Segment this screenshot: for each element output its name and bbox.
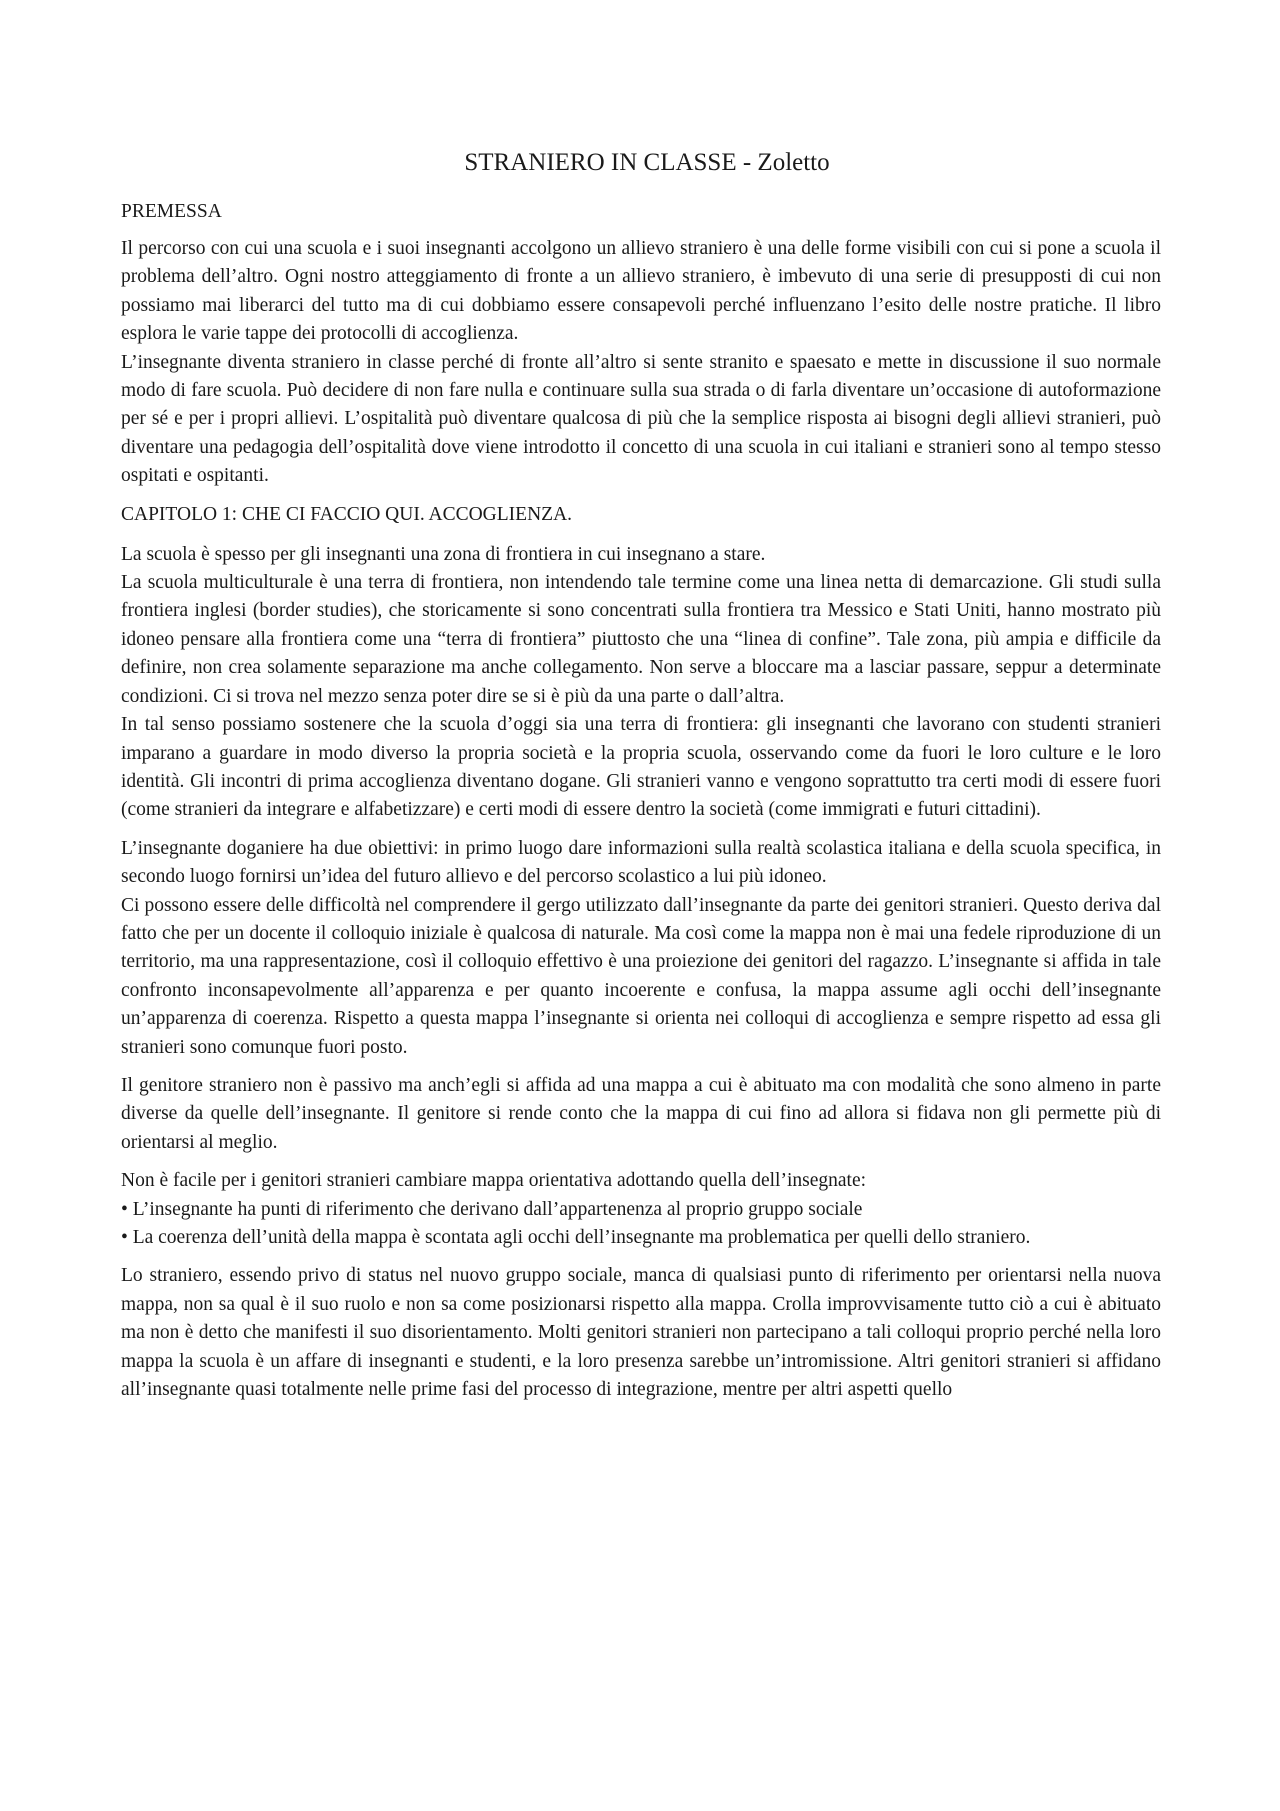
paragraph: Lo straniero, essendo privo di status nel nuovo gruppo sociale, manca di qualsiasi punto di riferimento per orientarsi nella nuova mappa, non sa qual è il suo ruolo e non sa come posizionarsi rispetto alla mappa. Crolla improvvisamente tutto ciò a cui è abituato ma non è detto che manifesti il suo disorientamento. Molti genitori stranieri non partecipano a tali colloqui proprio perché nella loro mappa la scuola è un affare di insegnanti e studenti, e la loro presenza sarebbe un’intromissione. Altri genitori stranieri si affidano all’insegnante quasi totalmente nelle prime fasi del processo di integrazione, mentre per altri aspetti quello — [121, 1265, 1161, 1401]
document-title: STRANIERO IN CLASSE - Zoletto — [464, 149, 830, 176]
section-heading-chapter-1: CAPITOLO 1: CHE CI FACCIO QUI. ACCOGLIENZA. — [121, 503, 573, 525]
document-page — [121, 148, 1161, 1404]
paragraph: In tal senso possiamo sostenere che la scuola d’oggi sia una terra di frontiera: gli insegnanti che lavorano con studenti stranieri imparano a guardare in modo diverso la propria società e la propria scuola, osservando come da fuori le loro culture e le loro identità. Gli incontri di prima accoglienza diventano dogane. Gli stranieri vanno e vengono soprattutto tra certi modi di essere fuori (come stranieri da integrare e alfabetizzare) e certi modi di essere dentro la società (come immigrati e futuri cittadini). — [121, 714, 1161, 821]
paragraph: Ci possono essere delle difficoltà nel comprendere il gergo utilizzato dall’insegnante da parte dei genitori stranieri. Questo deriva dal fatto che per un docente il colloquio iniziale è qualcosa di naturale. Ma così come la mappa non è mai una fedele riproduzione di un territorio, ma una rappresentazione, così il colloquio effettivo è una proiezione dei genitori del ragazzo. L’insegnante si affida in tale confronto inconsapevolmente all’apparenza e per quanto incoerente e confusa, la mappa assume agli occhi dell’insegnante un’apparenza di coerenza. Rispetto a questa mappa l’insegnante si orienta nei colloqui di accoglienza e sempre rispetto ad essa gli stranieri sono comunque fuori posto. — [121, 894, 1161, 1058]
bullet-item: • La coerenza dell’unità della mappa è scontata agli occhi dell’insegnante ma problematica per quelli dello straniero. — [121, 1227, 1031, 1248]
paragraph: Non è facile per i genitori stranieri cambiare mappa orientativa adottando quella dell’insegnate: — [121, 1170, 867, 1192]
paragraph: La scuola multiculturale è una terra di frontiera, non intendendo tale termine come una linea netta di demarcazione. Gli studi sulla frontiera inglesi (border studies), che storicamente si sono concentrati sulla frontiera tra Messico e Stati Uniti, hanno mostrato più idoneo pensare alla frontiera come una “terra di frontiera” piuttosto che una “linea di confine”. Tale zona, più ampia e difficile da definire, non crea solamente separazione ma anche collegamento. Non serve a bloccare ma a lasciar passare, seppur a determinate condizioni. Ci si trova nel mezzo senza poter dire se si è più da una parte o dall’altra. — [121, 572, 1161, 707]
section-heading-premessa: PREMESSA — [121, 201, 222, 222]
paragraph: L’insegnante diventa straniero in classe perché di fronte all’altro si sente stranito e spaesato e mette in discussione il suo normale modo di fare scuola. Può decidere di non fare nulla e continuare sulla sua strada o di farla diventare un’occasione di autoformazione per sé e per i propri allievi. L’ospitalità può diventare qualcosa di più che la semplice risposta ai bisogni degli allievi stranieri, può diventare una pedagogia dell’ospitalità dove viene introdotto il concetto di una scuola in cui italiani e stranieri sono al tempo stesso ospitati e ospitanti. — [121, 351, 1161, 487]
paragraph: Il genitore straniero non è passivo ma anch’egli si affida ad una mappa a cui è abituato ma con modalità che sono almeno in parte diverse da quelle dell’insegnante. Il genitore si rende conto che la mappa di cui fino ad allora si fidava non gli permette più di orientarsi al meglio. — [121, 1074, 1161, 1153]
paragraph: L’insegnante doganiere ha due obiettivi: in primo luogo dare informazioni sulla realtà scolastica italiana e della scuola specifica, in secondo luogo fornirsi un’idea del futuro allievo e del percorso scolastico a lui più idoneo. — [121, 837, 1161, 888]
paragraph: La scuola è spesso per gli insegnanti una zona di frontiera in cui insegnano a stare. — [121, 543, 766, 565]
paragraph: Il percorso con cui una scuola e i suoi insegnanti accolgono un allievo straniero è una delle forme visibili con cui si pone a scuola il problema dell’altro. Ogni nostro atteggiamento di fronte a un allievo straniero, è imbevuto di una serie di presupposti di cui non possiamo mai liberarci del tutto ma di cui dobbiamo essere consapevoli perché influenzano l’esito delle nostre pratiche. Il libro esplora le varie tappe dei protocolli di accoglienza. — [121, 238, 1161, 345]
bullet-item: • L’insegnante ha punti di riferimento che derivano dall’appartenenza al proprio gruppo sociale — [121, 1198, 863, 1220]
